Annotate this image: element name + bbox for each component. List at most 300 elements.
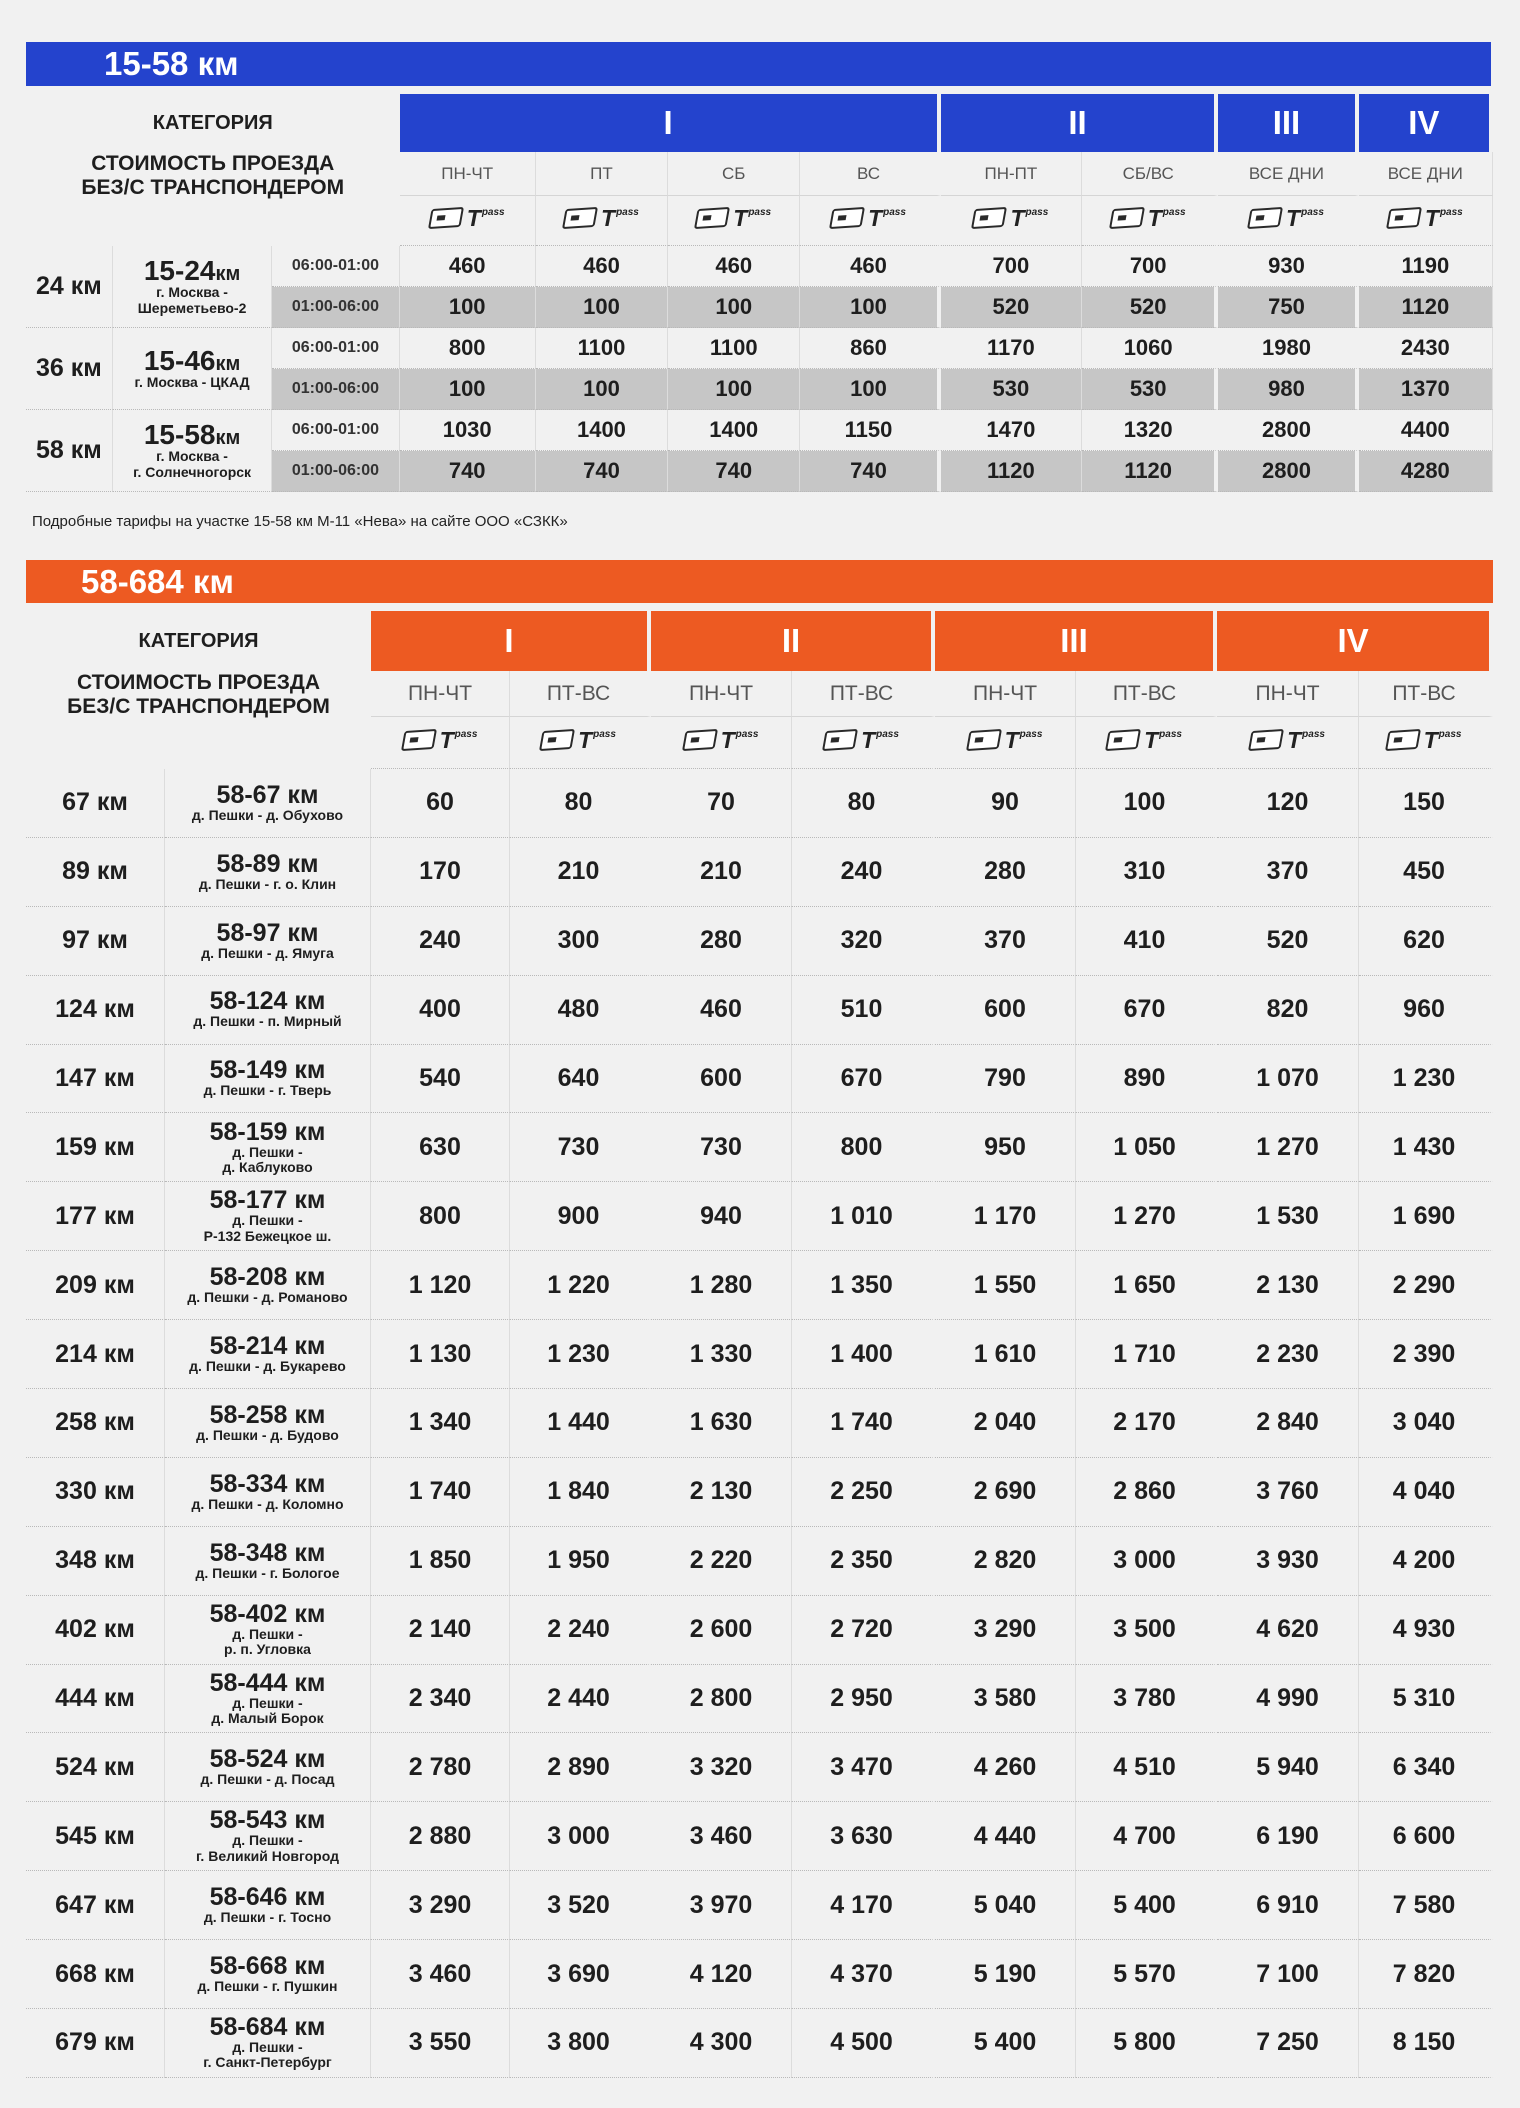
section-place-2: Шереметьево-2 [137, 299, 247, 316]
t-pass-logo-icon [720, 727, 759, 753]
distance-km: 402 км [26, 1596, 165, 1665]
price-cell: 1 690 [1359, 1182, 1493, 1251]
price-cell: 1 270 [1076, 1182, 1217, 1251]
section-cell [165, 1596, 371, 1665]
t-pass-logo-icon [439, 727, 478, 753]
t-pass-logo-letter: T [578, 727, 593, 753]
price-cell: 2 140 [371, 1596, 510, 1665]
price-cell: 1 430 [1359, 1113, 1493, 1182]
time-range: 01:00-06:00 [272, 369, 399, 410]
section-place: д. Пешки - [232, 1212, 303, 1229]
price-cell: 6 340 [1359, 1733, 1493, 1802]
cost-label [26, 152, 400, 246]
distance-km: 147 км [26, 1045, 165, 1114]
table-row [26, 1940, 1493, 2009]
t-pass-logo-icon [1010, 205, 1049, 231]
cost-label-line2: БЕЗ/С ТРАНСПОНДЕРОМ [67, 695, 330, 719]
section-range: 58-214 км [209, 1331, 326, 1360]
price-cell: 1030 [400, 410, 536, 451]
distance-km: 214 км [26, 1320, 165, 1389]
section-range: 58-97 км [216, 918, 319, 947]
section-cell [165, 1320, 371, 1389]
price-cell: 1 440 [510, 1389, 651, 1458]
price-cell: 1060 [1082, 328, 1218, 369]
time-range: 06:00-01:00 [272, 246, 399, 287]
price-cell: 2 250 [792, 1458, 935, 1527]
section-range: 58-258 км [209, 1400, 326, 1429]
price-cell: 520 [941, 287, 1082, 328]
price-cell: 530 [941, 369, 1082, 410]
price-cell: 890 [1076, 1045, 1217, 1114]
section-cell [165, 1802, 371, 1871]
price-cell: 1 610 [935, 1320, 1076, 1389]
section-cell [165, 1665, 371, 1734]
payment-icons [1107, 727, 1182, 753]
price-cell: 1 230 [510, 1320, 651, 1389]
price-cell: 1120 [1359, 287, 1493, 328]
price-cell: 460 [400, 246, 536, 287]
section-range: 58-444 км [209, 1668, 326, 1697]
price-cell: 950 [935, 1113, 1076, 1182]
price-cell: 100 [400, 287, 536, 328]
price-cell: 100 [536, 369, 668, 410]
icon-cell [651, 717, 792, 769]
price-cell: 4 500 [792, 2009, 935, 2078]
table-row [26, 1045, 1493, 1114]
price-cell: 730 [651, 1113, 792, 1182]
distance-km: 545 км [26, 1802, 165, 1871]
price-cell: 4 260 [935, 1733, 1076, 1802]
section-cell [165, 1182, 371, 1251]
section-cell [113, 246, 273, 328]
price-cell: 8 150 [1359, 2009, 1493, 2078]
payment-icons [1387, 727, 1462, 753]
icon-cell [941, 196, 1082, 246]
price-cell: 1150 [800, 410, 940, 451]
price-cell: 3 690 [510, 1940, 651, 2009]
price-cell: 210 [510, 838, 651, 907]
price-cell: 2 290 [1359, 1251, 1493, 1320]
price-cell: 740 [668, 451, 800, 492]
price-cell: 4 620 [1217, 1596, 1359, 1665]
section-range: 58-177 км [209, 1186, 326, 1215]
day-label: ПТ [536, 152, 668, 196]
t-pass-logo-sub: pass [1025, 207, 1049, 218]
transponder-icon [562, 207, 598, 229]
icon-cell [536, 196, 668, 246]
price-cell: 1 070 [1217, 1045, 1359, 1114]
price-cell: 1 130 [371, 1320, 510, 1389]
section-place: д. Пешки - [232, 1625, 303, 1642]
price-cell: 6 190 [1217, 1802, 1359, 1871]
category-label: КАТЕГОРИЯ [138, 629, 259, 652]
t-pass-logo-sub: pass [1439, 207, 1463, 218]
price-cell: 750 [1218, 287, 1358, 328]
t-pass-logo-icon [861, 727, 899, 753]
price-cell: 4400 [1359, 410, 1493, 451]
price-cell: 410 [1076, 907, 1217, 976]
category-4: IV [1217, 611, 1493, 671]
icon-cell [1218, 196, 1358, 246]
table-row [26, 1320, 1493, 1389]
t-pass-logo-icon [868, 205, 906, 231]
section-range-value: 15-46 [143, 344, 216, 376]
section-place-2: д. Каблуково [222, 1158, 313, 1175]
price-cell: 4 990 [1217, 1665, 1359, 1734]
t-pass-logo-letter: T [601, 205, 616, 231]
section-range: 58-334 км [209, 1469, 326, 1498]
price-cell: 100 [536, 287, 668, 328]
t-pass-logo-sub: pass [735, 729, 759, 740]
price-cell: 530 [1082, 369, 1218, 410]
section-2-title-bar [26, 560, 1493, 603]
price-cell: 7 100 [1217, 1940, 1359, 2009]
price-cell: 2 600 [651, 1596, 792, 1665]
t-pass-logo-icon [1144, 727, 1182, 753]
price-cell: 3 520 [510, 1871, 651, 1940]
price-cell: 1 740 [792, 1389, 935, 1458]
price-cell: 1 050 [1076, 1113, 1217, 1182]
price-cell: 960 [1359, 976, 1493, 1045]
distance-km: 159 км [26, 1113, 165, 1182]
price-cell: 3 930 [1217, 1527, 1359, 1596]
price-cell: 5 940 [1217, 1733, 1359, 1802]
section-1-title: 15-58 км [104, 45, 239, 82]
price-cell: 1100 [536, 328, 668, 369]
price-cell: 820 [1217, 976, 1359, 1045]
payment-icons [564, 205, 639, 231]
price-cell: 5 570 [1076, 1940, 1217, 2009]
price-cell: 5 190 [935, 1940, 1076, 2009]
price-cell: 520 [1082, 287, 1218, 328]
price-cell: 280 [935, 838, 1076, 907]
price-cell: 640 [510, 1045, 651, 1114]
section-range-value: 15-58 [143, 419, 216, 451]
price-cell: 2 950 [792, 1665, 935, 1734]
price-cell: 150 [1359, 769, 1493, 838]
price-cell: 100 [400, 369, 536, 410]
category-2: II [941, 94, 1219, 152]
icon-cell [800, 196, 940, 246]
table-row [26, 328, 1493, 369]
price-cell: 2 340 [371, 1665, 510, 1734]
price-cell: 240 [371, 907, 510, 976]
price-cell: 4 440 [935, 1802, 1076, 1871]
icon-cell [792, 717, 935, 769]
payment-icons [968, 727, 1043, 753]
price-cell: 2 860 [1076, 1458, 1217, 1527]
price-cell: 80 [792, 769, 935, 838]
day-label: ВСЕ ДНИ [1218, 152, 1358, 196]
price-cell: 1370 [1359, 369, 1493, 410]
t-pass-logo-letter: T [1010, 205, 1025, 231]
transponder-icon [539, 729, 575, 751]
icon-cell [668, 196, 800, 246]
price-cell: 2 390 [1359, 1320, 1493, 1389]
price-cell: 2 720 [792, 1596, 935, 1665]
distance-km: 67 км [26, 769, 165, 838]
payment-icons [430, 205, 505, 231]
table-row [26, 1596, 1493, 1665]
price-cell: 1470 [941, 410, 1082, 451]
table-row [26, 907, 1493, 976]
section-place-2: р. п. Угловка [224, 1641, 311, 1658]
price-cell: 1 340 [371, 1389, 510, 1458]
distance-km: 330 км [26, 1458, 165, 1527]
price-cell: 1 120 [371, 1251, 510, 1320]
price-cell: 4 930 [1359, 1596, 1493, 1665]
table-row [26, 2009, 1493, 2078]
day-label: СБ/ВС [1082, 152, 1218, 196]
section-range: 58-208 км [209, 1262, 326, 1291]
price-cell: 940 [651, 1182, 792, 1251]
day-label: СБ [668, 152, 800, 196]
price-cell: 800 [792, 1113, 935, 1182]
price-cell: 460 [651, 976, 792, 1045]
section-cell [113, 328, 273, 410]
table-row [26, 1113, 1493, 1182]
payment-icons [831, 205, 906, 231]
price-cell: 1 280 [651, 1251, 792, 1320]
t-pass-logo-letter: T [1287, 727, 1302, 753]
price-cell: 1120 [1082, 451, 1218, 492]
price-cell: 310 [1076, 838, 1217, 907]
price-cell: 1 400 [792, 1320, 935, 1389]
section-range-value: 15-24 [143, 255, 216, 287]
price-cell: 60 [371, 769, 510, 838]
price-cell: 700 [1082, 246, 1218, 287]
price-cell: 3 780 [1076, 1665, 1217, 1734]
price-cell: 240 [792, 838, 935, 907]
icon-cell [1076, 717, 1217, 769]
price-cell: 100 [1076, 769, 1217, 838]
t-pass-logo-letter: T [1424, 205, 1439, 231]
price-cell: 3 970 [651, 1871, 792, 1940]
price-cell: 2 350 [792, 1527, 935, 1596]
time-range: 06:00-01:00 [272, 410, 399, 451]
section-range: 58-149 км [209, 1056, 326, 1085]
price-cell: 4 700 [1076, 1802, 1217, 1871]
section-place: д. Пешки - г. Бологое [195, 1564, 340, 1581]
t-pass-logo-icon [601, 205, 639, 231]
price-cell: 540 [371, 1045, 510, 1114]
day-label: ВСЕ ДНИ [1359, 152, 1493, 196]
price-cell: 1 950 [510, 1527, 651, 1596]
table-row [26, 1458, 1493, 1527]
price-cell: 3 460 [651, 1802, 792, 1871]
icon-cell [935, 717, 1076, 769]
section-range-unit: км [215, 427, 241, 450]
icon-cell [1217, 717, 1359, 769]
section-cell [113, 410, 273, 492]
icon-cell [1359, 717, 1493, 769]
price-cell: 670 [1076, 976, 1217, 1045]
price-cell: 5 400 [1076, 1871, 1217, 1940]
price-cell: 3 800 [510, 2009, 651, 2078]
table-row [26, 1251, 1493, 1320]
section-range [113, 344, 272, 376]
price-cell: 2 690 [935, 1458, 1076, 1527]
price-cell: 980 [1218, 369, 1358, 410]
price-cell: 600 [651, 1045, 792, 1114]
section-range: 58-348 км [209, 1538, 326, 1567]
section-range: 58-646 км [209, 1883, 326, 1911]
table-row [26, 769, 1493, 838]
section-range-unit: км [215, 263, 241, 286]
day-label: ПН-ЧТ [651, 671, 792, 717]
section-range: 58-402 км [209, 1599, 326, 1628]
distance-km: 258 км [26, 1389, 165, 1458]
section-1-title-bar [26, 42, 1491, 86]
price-cell: 210 [651, 838, 792, 907]
price-cell: 4 300 [651, 2009, 792, 2078]
price-cell: 70 [651, 769, 792, 838]
time-range: 06:00-01:00 [272, 328, 399, 369]
payment-icons [1388, 205, 1463, 231]
distance-km: 524 км [26, 1733, 165, 1802]
table-row [26, 1802, 1493, 1871]
day-label: ПН-ПТ [941, 152, 1082, 196]
day-label: ПН-ЧТ [371, 671, 510, 717]
price-cell: 1190 [1359, 246, 1493, 287]
toll-table-58-684 [26, 611, 1493, 2078]
price-cell: 2 800 [651, 1665, 792, 1734]
t-pass-logo-icon [578, 727, 616, 753]
distance-km: 348 км [26, 1527, 165, 1596]
price-cell: 460 [800, 246, 940, 287]
section-cell [165, 769, 371, 838]
price-cell: 1 850 [371, 1527, 510, 1596]
section-cell [165, 2009, 371, 2078]
price-cell: 4280 [1359, 451, 1493, 492]
payment-icons [1111, 205, 1186, 231]
price-cell: 2 440 [510, 1665, 651, 1734]
section-place: д. Пешки - д. Будово [196, 1426, 339, 1443]
t-pass-logo-icon [733, 205, 772, 231]
price-cell: 1400 [536, 410, 668, 451]
section-place: д. Пешки - д. Букарево [189, 1357, 346, 1374]
price-cell: 3 470 [792, 1733, 935, 1802]
price-cell: 2 820 [935, 1527, 1076, 1596]
price-cell: 280 [651, 907, 792, 976]
day-label: ПТ-ВС [510, 671, 651, 717]
price-cell: 4 120 [651, 1940, 792, 2009]
price-cell: 460 [668, 246, 800, 287]
icon-cell [1082, 196, 1218, 246]
price-cell: 3 320 [651, 1733, 792, 1802]
price-cell: 5 400 [935, 2009, 1076, 2078]
distance-km: 124 км [26, 976, 165, 1045]
price-cell: 740 [400, 451, 536, 492]
price-cell: 2 170 [1076, 1389, 1217, 1458]
category-3: III [1218, 94, 1358, 152]
table-row [26, 1665, 1493, 1734]
section-range: 58-67 км [216, 780, 319, 809]
distance-km: 668 км [26, 1940, 165, 2009]
time-range: 01:00-06:00 [272, 451, 399, 492]
price-cell: 1 270 [1217, 1113, 1359, 1182]
price-cell: 730 [510, 1113, 651, 1182]
price-cell: 1 650 [1076, 1251, 1217, 1320]
transponder-icon [1247, 207, 1283, 229]
price-cell: 100 [668, 287, 800, 328]
price-cell: 3 290 [935, 1596, 1076, 1665]
price-cell: 1 350 [792, 1251, 935, 1320]
price-cell: 520 [1217, 907, 1359, 976]
t-pass-logo-sub: pass [1019, 729, 1043, 740]
price-cell: 7 820 [1359, 1940, 1493, 2009]
section-place: д. Пешки - [232, 1143, 303, 1160]
price-cell: 670 [792, 1045, 935, 1114]
t-pass-logo-letter: T [1147, 205, 1162, 231]
payment-icons [684, 727, 759, 753]
t-pass-logo-sub: pass [1162, 207, 1186, 218]
transponder-icon [1105, 729, 1141, 751]
price-cell: 2 230 [1217, 1320, 1359, 1389]
transponder-icon [971, 207, 1007, 229]
price-cell: 320 [792, 907, 935, 976]
price-cell: 3 550 [371, 2009, 510, 2078]
price-cell: 120 [1217, 769, 1359, 838]
section-place: д. Пешки - д. Коломно [191, 1495, 344, 1512]
t-pass-logo-sub: pass [616, 207, 639, 218]
price-cell: 100 [800, 287, 940, 328]
payment-icons [973, 205, 1049, 231]
price-cell: 1 550 [935, 1251, 1076, 1320]
price-cell: 6 600 [1359, 1802, 1493, 1871]
t-pass-logo-letter: T [720, 727, 735, 753]
price-cell: 3 000 [1076, 1527, 1217, 1596]
distance-km: 97 км [26, 907, 165, 976]
price-cell: 1400 [668, 410, 800, 451]
cost-label [26, 671, 371, 769]
price-cell: 2800 [1218, 451, 1358, 492]
payment-icons [403, 727, 478, 753]
transponder-icon [829, 207, 865, 229]
day-label: ПН-ЧТ [1217, 671, 1359, 717]
price-cell: 1 330 [651, 1320, 792, 1389]
t-pass-logo-letter: T [868, 205, 883, 231]
section-place: г. Москва - [156, 284, 228, 301]
category-3: III [935, 611, 1217, 671]
section-place-2: д. Малый Борок [211, 1710, 324, 1727]
price-cell: 860 [800, 328, 940, 369]
price-cell: 80 [510, 769, 651, 838]
category-2: II [651, 611, 935, 671]
day-label: ПТ-ВС [1359, 671, 1493, 717]
section-place: д. Пешки - г. о. Клин [198, 875, 337, 892]
price-cell: 1320 [1082, 410, 1218, 451]
category-label: КАТЕГОРИЯ [152, 111, 273, 134]
price-cell: 480 [510, 976, 651, 1045]
price-cell: 1 840 [510, 1458, 651, 1527]
price-cell: 4 510 [1076, 1733, 1217, 1802]
price-cell: 1170 [941, 328, 1082, 369]
price-cell: 4 200 [1359, 1527, 1493, 1596]
section-place: д. Пешки - [232, 1694, 303, 1711]
price-cell: 2 040 [935, 1389, 1076, 1458]
price-cell: 90 [935, 769, 1076, 838]
t-pass-logo-letter: T [1004, 727, 1019, 753]
price-cell: 1980 [1218, 328, 1358, 369]
price-cell: 2 780 [371, 1733, 510, 1802]
t-pass-logo-sub: pass [593, 729, 616, 740]
section-place: д. Пешки - [232, 1832, 303, 1849]
transponder-icon [1385, 729, 1421, 751]
t-pass-logo-icon [1423, 727, 1462, 753]
price-cell: 740 [536, 451, 668, 492]
tariff-note: Подробные тарифы на участке 15-58 км М-11 «Нева» на сайте ООО «СЗКК» [32, 513, 568, 530]
